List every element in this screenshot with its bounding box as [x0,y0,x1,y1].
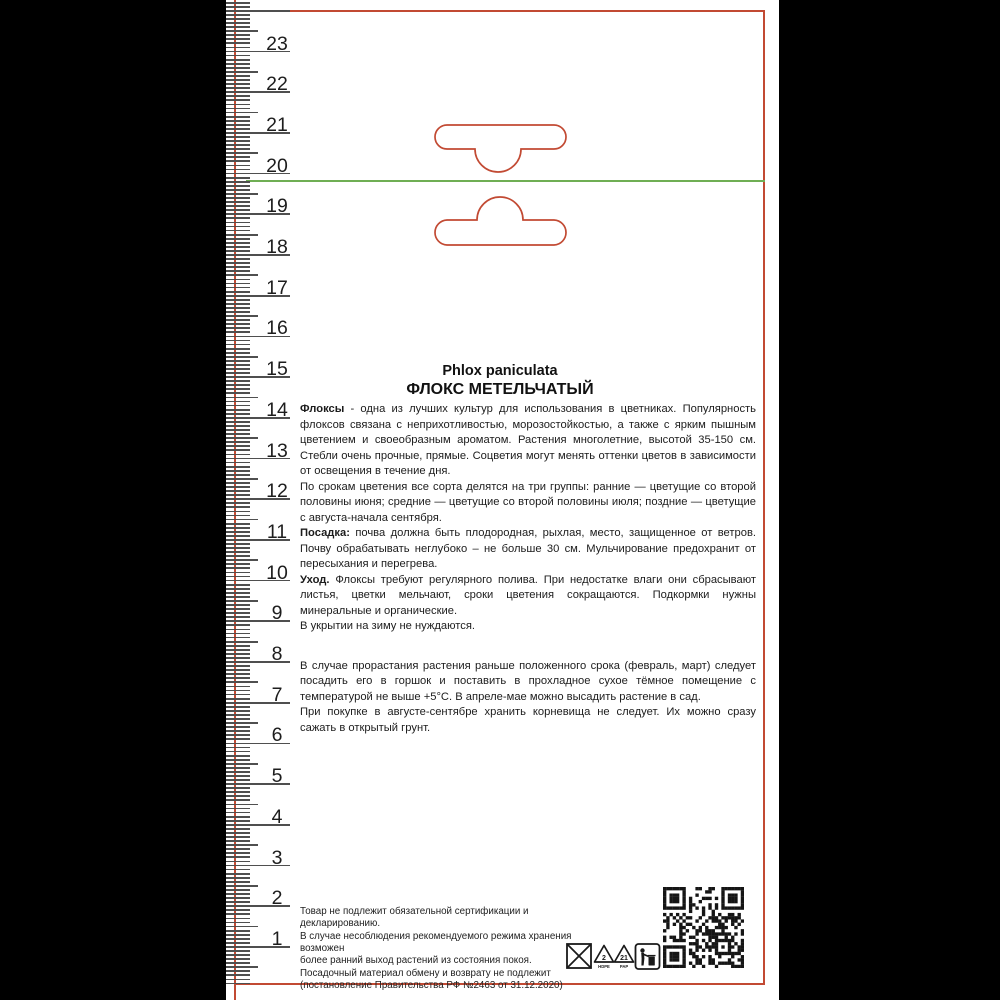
ruler-tick [226,681,258,683]
ruler-tick [226,913,250,915]
qr-code [663,887,744,968]
ruler-tick [226,722,258,724]
ruler-tick [226,250,250,252]
ruler-tick [226,909,250,911]
ruler-tick [226,698,250,700]
ruler-tick [226,869,250,871]
pap-code: 21 [620,955,628,962]
ruler-tick [226,462,250,464]
ruler-tick [226,751,250,753]
pap-label: PAP [619,964,629,969]
ruler-tick [226,26,250,28]
ruler-tick [226,808,250,810]
ruler-tick [226,466,250,468]
ruler-tick [226,128,250,130]
ruler-tick [226,543,250,545]
ruler-tick [226,523,250,525]
ruler-tick [226,144,250,146]
ruler-tick [226,348,250,350]
ruler-number-label: 13 [266,439,288,462]
ruler-tick [226,686,250,688]
legal-line: (постановление Правительства РФ №2463 от 31.12.2020) [300,980,563,992]
ruler-number-label: 20 [266,154,288,177]
ruler-tick [226,734,250,736]
ruler-tick [226,274,258,276]
ruler-tick [226,828,250,830]
ruler-tick [226,266,250,268]
ruler-tick [226,287,250,289]
ruler-tick [226,669,250,671]
ruler-tick [226,563,250,565]
ruler-tick [226,926,258,928]
ruler-tick [226,938,250,940]
ruler-tick [226,226,250,228]
legal-notes [300,906,606,992]
do-not-dispose-icon [567,944,591,968]
ruler-tick [226,665,250,667]
ruler-tick [226,840,250,842]
ruler-tick [226,140,250,142]
ruler-tick [226,584,250,586]
ruler-tick [226,559,258,561]
ruler-tick [226,771,250,773]
ruler-tick [226,152,258,154]
hdpe-code: 2 [602,955,606,962]
ruler-tick [226,449,250,451]
ruler-tick [226,804,258,806]
ruler-number-label: 12 [266,480,288,503]
ruler-tick [226,319,250,321]
ruler-tick [226,918,250,920]
ruler-tick [226,930,250,932]
ruler-tick [226,177,250,179]
ruler-tick [226,767,250,769]
ruler-tick [226,303,250,305]
title-block [235,362,765,399]
legal-line: Посадочный материал обмену и возврату не подлежит [300,967,551,979]
ruler-tick [226,482,250,484]
ruler-tick [226,791,250,793]
ruler-tick [226,185,250,187]
ruler-number-label: 5 [271,765,283,788]
ruler-tick [226,718,250,720]
ruler-tick [226,812,250,814]
paragraph: Флоксы - одна из лучших культур для использования в цветниках. Популярность флоксов связана с неприхотливостью, морозостойкостью, а также с ярким пышным цветением и своеобразным ароматом. Растения многолетние, высотой 35-150 см. Стебли очень прочные, прямые. Соцветия могут менять оттенки цветов в зависимости от освещения в течение дня. [300,403,756,477]
ruler-tick [226,897,250,899]
ruler-tick [226,181,250,183]
ruler-tick [226,470,250,472]
ruler-tick [226,42,250,44]
ruler-number-label: 16 [266,317,288,340]
ruler-tick [226,885,258,887]
ruler-tick [226,299,250,301]
ruler-tick [226,633,250,635]
ruler-tick [226,10,290,12]
ruler-tick [226,6,250,8]
ruler-tick [226,677,250,679]
ruler-tick [226,270,250,272]
ruler-tick [226,889,250,891]
ruler-number-label: 6 [271,724,283,747]
ruler-tick [226,852,250,854]
ruler-tick [226,291,250,293]
ruler-tick [226,816,250,818]
ruler-tick [226,401,250,403]
paragraph: В укрытии на зиму не нуждаются. [300,620,476,632]
ruler-tick [226,958,250,960]
ruler-tick [226,881,250,883]
ruler-tick [226,714,250,716]
ruler-tick [226,474,250,476]
ruler-tick [226,197,250,199]
ruler-tick [226,18,250,20]
ruler-number-label: 8 [271,643,283,665]
ruler-tick [226,511,250,513]
ruler-number-label: 22 [266,73,288,96]
ruler-tick [226,979,250,981]
ruler-tick [226,38,250,40]
recycling-hdpe-icon [595,946,614,970]
ruler-tick [226,189,250,191]
paragraph: По срокам цветения все сорта делятся на три группы: ранние — цветущие со второй половины июня; средние — цветущие со второй половины июля; поздние — цветущие с августа-начала сентября. [300,480,756,524]
ruler-tick [226,588,250,590]
ruler-tick [226,966,258,968]
ruler-tick [226,820,250,822]
ruler-tick [226,279,250,281]
ruler-tick [226,983,250,985]
ruler-tick [226,726,250,728]
ruler-tick [226,311,250,313]
legal-line: Товар не подлежит обязательной сертификации и декларированию. [300,906,529,930]
ruler-tick [226,63,250,65]
ruler-number-label: 18 [266,236,288,258]
ruler-tick [226,234,258,236]
ruler-tick [226,75,250,77]
ruler-tick [226,71,258,73]
ruler-tick [226,649,250,651]
ruler-tick [226,974,250,976]
ruler-tick [226,494,250,496]
ruler-tick [226,608,250,610]
ruler-tick [226,83,250,85]
ruler-tick [226,600,258,602]
ruler-tick [226,942,250,944]
ruler-tick [226,877,250,879]
ruler-tick [226,230,250,232]
ruler-tick [226,515,250,517]
ruler-tick [226,629,250,631]
ruler-tick [226,612,250,614]
ruler-tick [226,193,258,195]
ruler-tick [226,246,250,248]
latin-plant-name: Phlox paniculata [442,363,558,379]
ruler-tick [226,531,250,533]
ruler-tick [226,425,250,427]
ruler-tick [226,624,250,626]
ruler-tick [226,120,250,122]
ruler-tick [226,738,250,740]
ruler-number-label: 10 [266,561,288,584]
ruler-number-label: 19 [266,195,288,218]
ruler-tick [226,836,250,838]
ruler-tick [226,861,250,863]
ruler-number-label: 9 [271,602,283,625]
ruler-tick [226,795,250,797]
ruler-tick [226,962,250,964]
ruler-tick [226,108,250,110]
ruler-tick [226,763,258,765]
ruler-tick [226,156,250,158]
ruler-number-label: 11 [266,520,288,543]
recycling-pap-icon [615,946,634,970]
ruler-tick [226,209,250,211]
ruler-tick [226,604,250,606]
ruler-tick [226,454,250,456]
ruler-tick [226,490,250,492]
ruler-tick [226,160,250,162]
ruler-tick [226,759,250,761]
ruler-tick [226,136,250,138]
ruler-tick [226,645,250,647]
ruler-tick [226,340,250,342]
ruler-tick [226,47,250,49]
ruler-tick [226,352,250,354]
legal-line: более ранний выход растений из состояния покоя. [300,955,532,967]
seed-packet-back [226,0,779,1000]
ruler-tick [226,547,250,549]
ruler-tick [226,104,250,106]
ruler-tick [226,433,250,435]
ruler-tick [226,67,250,69]
ruler-tick [226,238,250,240]
ruler-tick [226,555,250,557]
ruler-tick [226,779,250,781]
ruler-tick [226,747,250,749]
ruler-tick [226,356,258,358]
plant-description [300,402,756,736]
ruler-tick [226,169,250,171]
ruler-number-label: 4 [271,805,283,828]
ruler-tick [226,690,250,692]
ruler-number-label: 15 [266,358,288,381]
ruler-number-label: 1 [271,927,283,950]
ruler-tick [226,519,258,521]
ruler-tick [226,641,258,643]
ruler-tick [226,502,250,504]
ruler-tick [226,217,250,219]
ruler-tick [226,657,250,659]
ruler-tick [226,165,250,167]
ruler-tick [226,755,250,757]
ruler-tick [226,832,250,834]
ruler-tick [226,30,258,32]
paragraph: В случае прорастания растения раньше положенного срока (февраль, март) следует посадить его в горшок и поставить в прохладное сухое тёмное помещение с температурой не выше +5°С. В апреле-мае можно высадить растение в сад. [300,659,756,703]
ruler-tick [226,99,250,101]
legal-line: В случае несоблюдения рекомендуемого режима хранения возможен [300,930,572,955]
ruler-tick [226,429,250,431]
ruler-tick [226,730,250,732]
ruler-tick [226,344,250,346]
ruler-tick [226,14,250,16]
ruler-tick [226,116,250,118]
ruler-tick [226,124,250,126]
ruler-tick [226,478,258,480]
ruler-tick [226,222,250,224]
ruler-tick [226,327,250,329]
ruler-tick [226,283,250,285]
ruler-number-label: 7 [271,683,283,706]
ruler-tick [226,653,250,655]
ruler-tick [226,844,258,846]
ruler-number-label: 17 [266,276,288,299]
paragraph: При покупке в августе-сентябре хранить корневища не следует. Их можно сразу сажать в открытый грунт. [300,706,756,734]
ruler-tick [226,694,250,696]
ruler-tick [226,970,250,972]
ruler-tick [226,856,250,858]
ruler-tick [226,576,250,578]
ruler-tick [226,567,250,569]
ruler-number-label: 23 [266,32,288,55]
ruler-tick [226,413,250,415]
ruler-tick [226,950,250,952]
ruler-tick [226,637,250,639]
paragraph: Посадка: почва должна быть плодородная, рыхлая, место, защищенное от ветров. Почву обрабатывать неглубоко – не больше 30 см. Мульчирование предохранит от пересыхания и перегрева. [300,527,756,570]
ruler-number-label: 3 [271,846,283,869]
tidy-man-icon [636,944,660,969]
ruler-tick [226,445,250,447]
ruler-tick [226,551,250,553]
ruler-number-label: 21 [266,113,288,136]
ruler-tick [226,901,250,903]
ruler-tick [226,59,250,61]
ruler-tick [226,616,250,618]
ruler-tick [226,799,250,801]
ruler-tick [226,572,250,574]
ruler-tick [226,592,250,594]
packaging-icons [563,941,663,973]
ruler-tick [226,55,250,57]
ruler-tick [226,262,250,264]
hdpe-label: HDPE [598,964,610,969]
ruler-tick [226,421,250,423]
ruler-tick [226,437,258,439]
ruler-tick [226,95,250,97]
ruler-tick [226,112,258,114]
ruler-tick [226,710,250,712]
ruler-tick [226,405,250,407]
russian-plant-name: ФЛОКС МЕТЕЛЬЧАТЫЙ [406,381,594,398]
ruler-tick [226,409,250,411]
ruler-tick [226,307,250,309]
ruler-tick [226,893,250,895]
ruler-tick [226,34,250,36]
ruler-tick [226,315,258,317]
ruler-tick [226,331,250,333]
ruler-tick [226,79,250,81]
ruler-tick [226,535,250,537]
ruler-tick [226,201,250,203]
ruler-number-label: 14 [266,398,288,421]
ruler-tick [226,527,250,529]
ruler-tick [226,87,250,89]
ruler-tick [226,848,250,850]
ruler-tick [226,242,250,244]
ruler-tick [226,258,250,260]
ruler-tick [226,205,250,207]
ruler-tick [226,673,250,675]
ruler-tick [226,954,250,956]
paragraph: Уход. Флоксы требуют регулярного полива. При недостатке влаги они сбрасывают листья, цветки мельчают, сроки цветения сокращаются. Подкормки нужны минеральные и органические. [300,573,756,617]
ruler-tick [226,506,250,508]
ruler-tick [226,934,250,936]
ruler-tick [226,441,250,443]
ruler-tick [226,706,250,708]
fold-line [246,180,765,182]
ruler-tick [226,486,250,488]
ruler-tick [226,787,250,789]
ruler-tick [226,922,250,924]
ruler-tick [226,22,250,24]
ruler-tick [226,873,250,875]
ruler-tick [226,775,250,777]
ruler-number-label: 2 [271,887,283,910]
ruler-tick [226,148,250,150]
ruler-tick [226,2,250,4]
ruler-tick [226,323,250,325]
ruler-tick [226,596,250,598]
